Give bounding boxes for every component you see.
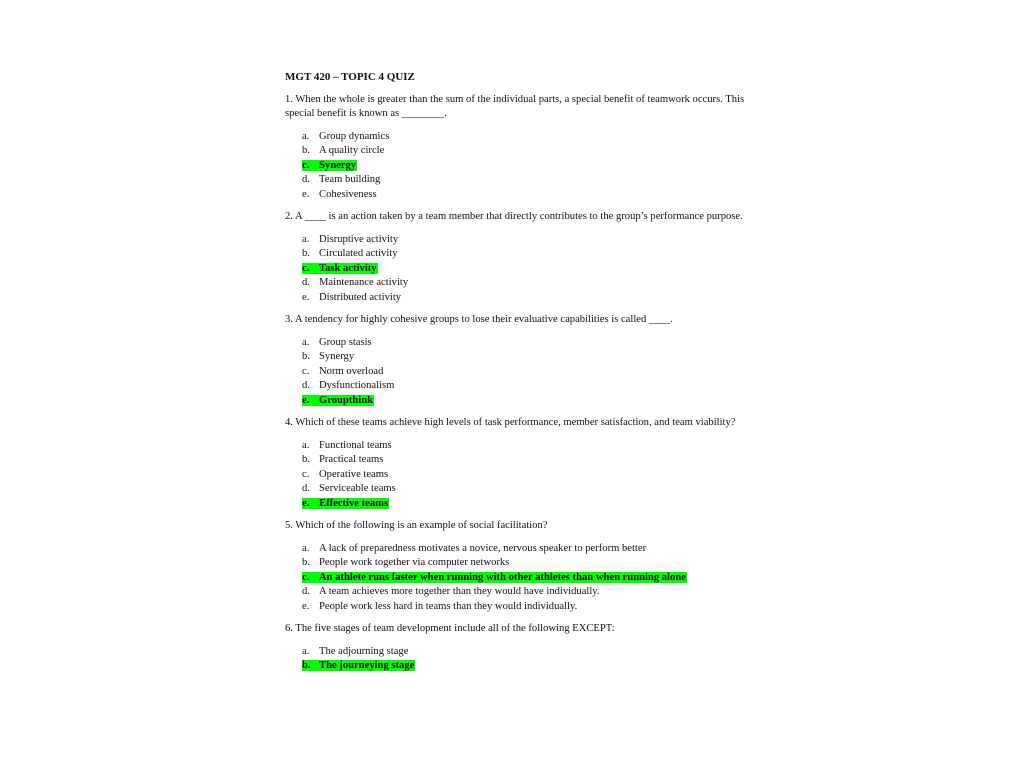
option-letter: a. [302,542,310,554]
option-content [319,292,401,303]
option-item [285,645,745,660]
option-content [319,366,383,377]
option-letter: a. [302,645,310,657]
answer-highlight [302,395,374,406]
option-item [285,291,745,306]
option-letter: d. [302,380,310,391]
option-text: Circulated activity [319,248,398,259]
option-text: A quality circle [319,145,385,156]
question-list [285,93,745,674]
option-letter: a. [302,336,310,348]
option-content [319,248,398,259]
question-block [285,519,745,614]
option-text: The journeying stage [319,660,415,671]
option-content [319,586,600,597]
option-content [319,646,408,657]
option-text: A team achieves more together than they would have individually. [319,586,600,597]
option-content [319,145,384,156]
option-list [285,439,745,512]
option-text: Synergy [319,159,357,171]
option-content [319,440,392,451]
option-item [285,188,745,203]
question-text: 2. A ____ is an action taken by a team member that directly contributes to the group’s performance purpose. [285,211,743,222]
option-text: Practical teams [319,454,384,465]
option-text: Distributed activity [319,291,402,303]
option-text: Effective teams [319,497,389,509]
option-letter: e. [302,188,310,200]
option-content [319,380,394,391]
quiz-title: MGT 420 – TOPIC 4 QUIZ [285,71,415,83]
option-letter: e. [302,291,310,303]
option-letter: a. [302,233,310,245]
option-item [285,233,745,248]
option-item [285,350,745,365]
option-text: People work together via computer networks [319,557,510,568]
option-text: An athlete runs faster when running with other athletes than when running alone [319,571,686,583]
answer-highlight [302,660,415,671]
option-list [285,130,745,203]
option-letter: c. [302,571,310,583]
option-letter: b. [302,454,310,465]
question-block [285,622,745,674]
option-item [285,600,745,615]
option-item-correct [285,262,745,277]
option-letter: e. [302,600,310,612]
option-letter: e. [302,497,310,509]
option-content [319,601,577,612]
option-letter: c. [302,365,310,377]
option-item-correct [285,159,745,174]
option-letter: d. [302,586,310,597]
option-item [285,336,745,351]
option-letter: d. [302,174,310,185]
option-item [285,439,745,454]
option-text: People work less hard in teams than they would individually. [319,600,578,612]
option-letter: c. [302,159,310,171]
option-content [319,454,383,465]
option-item [285,585,745,600]
question-block [285,416,745,511]
option-letter: b. [302,557,310,568]
option-text: Group stasis [319,336,372,348]
question-text: 3. A tendency for highly cohesive groups to lose their evaluative capabilities is called ____. [285,314,673,325]
option-text: Dysfunctionalism [319,380,395,391]
option-content [319,277,408,288]
option-content [319,337,372,348]
option-item [285,468,745,483]
option-letter: b. [302,660,311,671]
option-letter: c. [302,468,310,480]
option-item [285,542,745,557]
option-text: Group dynamics [319,130,390,142]
option-letter: e. [302,394,310,406]
option-letter: a. [302,439,310,451]
question-text: 1. When the whole is greater than the sum of the individual parts, a special benefit of teamwork occurs. This special benefit is known as ________. [285,93,745,119]
option-item [285,379,745,394]
question-text: 4. Which of these teams achieve high levels of task performance, member satisfaction, and team viability? [285,417,736,428]
option-list [285,233,745,306]
option-item [285,482,745,497]
question-block [285,93,745,203]
option-text: Serviceable teams [319,483,396,494]
answer-highlight [302,263,378,274]
option-letter: b. [302,351,310,362]
option-letter: a. [302,130,310,142]
option-content [319,557,509,568]
option-item [285,453,745,468]
option-item-correct [285,659,745,674]
option-item-correct [285,571,745,586]
option-letter: d. [302,277,310,288]
option-text: Maintenance activity [319,277,409,288]
option-content [319,234,398,245]
question-block [285,210,745,305]
option-content [319,543,646,554]
option-text: A lack of preparedness motivates a novice, nervous speaker to perform better [319,542,647,554]
option-text: Team building [319,174,381,185]
option-text: Groupthink [319,394,373,406]
option-list [285,645,745,674]
option-content [319,131,389,142]
option-list [285,336,745,409]
option-text: Operative teams [319,468,389,480]
option-item [285,173,745,188]
option-content [319,189,377,200]
option-text: Task activity [319,262,377,274]
answer-highlight [302,572,687,583]
option-letter: c. [302,262,310,274]
option-item [285,556,745,571]
question-text: 6. The five stages of team development include all of the following EXCEPT: [285,623,615,634]
question-text: 5. Which of the following is an example of social facilitation? [285,520,548,531]
option-item [285,144,745,159]
option-text: Cohesiveness [319,188,377,200]
option-content [319,469,388,480]
option-letter: b. [302,248,310,259]
option-text: Functional teams [319,439,392,451]
option-content [319,174,380,185]
option-item [285,365,745,380]
option-item-correct [285,497,745,512]
quiz-document [285,70,745,682]
option-text: Norm overload [319,365,384,377]
option-letter: b. [302,145,310,156]
option-content [319,351,354,362]
option-list [285,542,745,615]
option-text: Synergy [319,351,355,362]
option-text: Disruptive activity [319,233,399,245]
option-letter: d. [302,483,310,494]
answer-highlight [302,498,389,509]
option-item [285,247,745,262]
question-block [285,313,745,408]
option-item [285,130,745,145]
option-content [319,483,396,494]
option-item-correct [285,394,745,409]
option-text: The adjourning stage [319,645,409,657]
option-item [285,276,745,291]
answer-highlight [302,160,357,171]
